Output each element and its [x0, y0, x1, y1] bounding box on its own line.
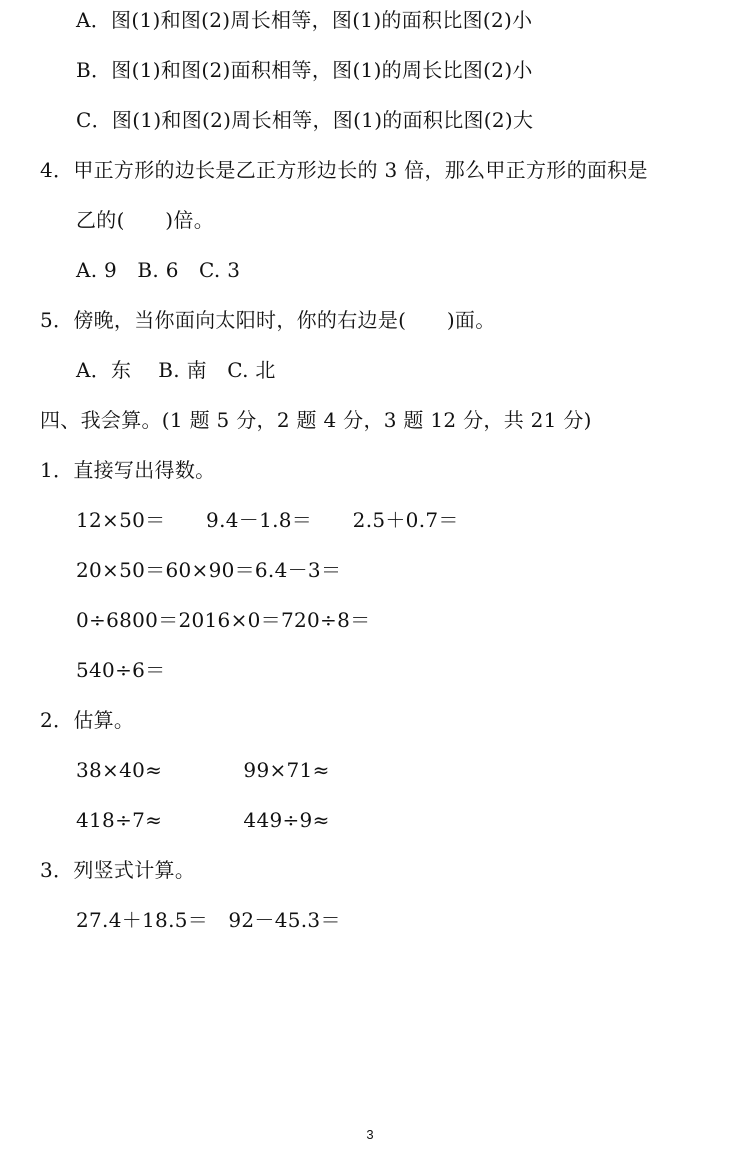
part2-title: 2．估算。 — [40, 708, 135, 732]
q4-question-line2: 乙的( )倍。 — [76, 208, 215, 232]
part1-row: 20×50＝60×90＝6.4－3＝ — [76, 558, 342, 582]
q4-options: A. 9 B. 6 C. 3 — [76, 258, 241, 282]
part1-title: 1．直接写出得数。 — [40, 458, 216, 482]
section-heading: 四、我会算。(1 题 5 分，2 题 4 分，3 题 12 分，共 21 分) — [40, 408, 592, 432]
q4-question-line1: 4．甲正方形的边长是乙正方形边长的 3 倍，那么甲正方形的面积是 — [40, 158, 648, 182]
part3-row: 27.4＋18.5＝ 92－45.3＝ — [76, 908, 341, 932]
q3-option-b: B．图(1)和图(2)面积相等，图(1)的周长比图(2)小 — [76, 58, 533, 82]
part3-title: 3．列竖式计算。 — [40, 858, 196, 882]
part1-row: 12×50＝ 9.4－1.8＝ 2.5＋0.7＝ — [76, 508, 459, 532]
part2-row: 38×40≈ 99×71≈ — [76, 758, 330, 782]
q5-question: 5．傍晚，当你面向太阳时，你的右边是( )面。 — [40, 308, 496, 332]
part1-row: 0÷6800＝2016×0＝720÷8＝ — [76, 608, 371, 632]
q3-option-a: A．图(1)和图(2)周长相等，图(1)的面积比图(2)小 — [76, 8, 533, 32]
q3-option-c: C．图(1)和图(2)周长相等，图(1)的面积比图(2)大 — [76, 108, 534, 132]
part1-row: 540÷6＝ — [76, 658, 166, 682]
page-number: 3 — [366, 1127, 374, 1142]
part2-row: 418÷7≈ 449÷9≈ — [76, 808, 330, 832]
q5-options: A．东 B. 南 C. 北 — [76, 358, 276, 382]
